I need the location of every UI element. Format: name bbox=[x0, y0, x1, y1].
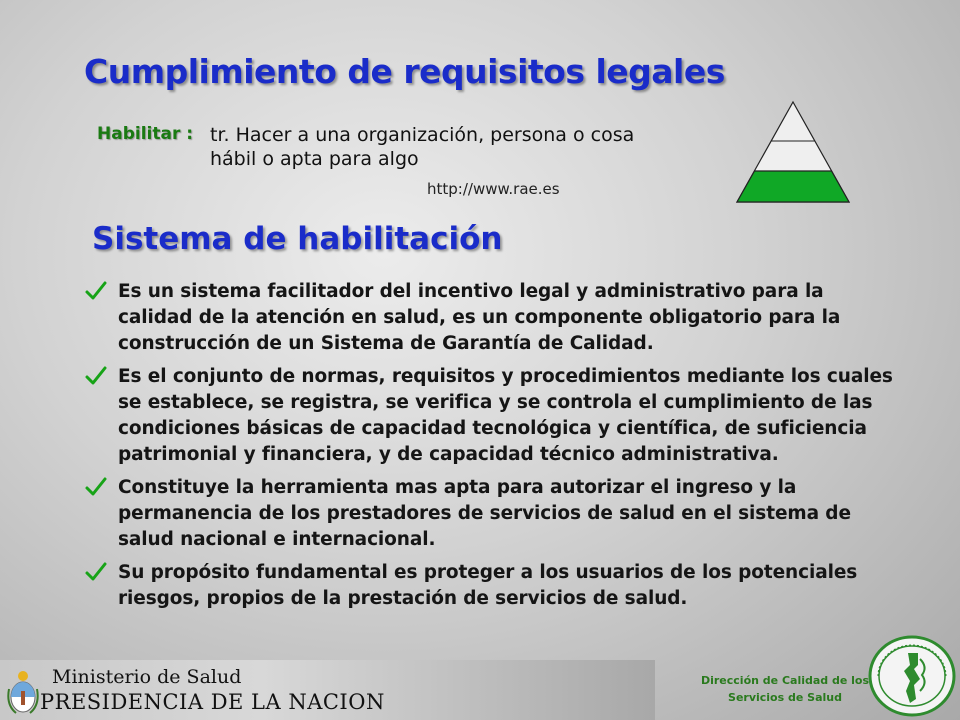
bullet-text: Es un sistema facilitador del incentivo legal y administrativo para la calidad de la atención en salud, es un componente obligatorio para la construcción de un Sistema de Garantía de Calidad. bbox=[118, 281, 841, 354]
quality-seal-icon bbox=[868, 635, 956, 717]
list-item bbox=[84, 560, 904, 612]
page-title: Cumplimiento de requisitos legales bbox=[84, 52, 725, 91]
definition-source-link[interactable]: http://www.rae.es bbox=[427, 180, 560, 198]
checkmark-icon bbox=[84, 279, 108, 303]
definition-term: Habilitar : bbox=[97, 124, 194, 144]
list-item bbox=[84, 475, 904, 553]
pyramid-icon bbox=[735, 100, 851, 204]
bullet-text: Es el conjunto de normas, requisitos y procedimientos mediante los cuales se establece, se registra, se verifica y se controla el cumplimiento de las condiciones básicas de capacidad tecnológica y científica, de suficiencia patrimonial y financiera, y de capacidad técnico administrativa. bbox=[118, 366, 893, 465]
definition-line-2: hábil o apta para algo bbox=[210, 148, 419, 170]
list-item bbox=[84, 364, 904, 468]
section-subtitle: Sistema de habilitación bbox=[92, 221, 503, 257]
ministry-name: Ministerio de Salud bbox=[52, 666, 242, 688]
definition-line-1: tr. Hacer a una organización, persona o cosa bbox=[210, 124, 635, 146]
list-item bbox=[84, 279, 904, 357]
bullet-list bbox=[84, 279, 904, 619]
presidency-name: PRESIDENCIA DE LA NACION bbox=[40, 690, 385, 714]
bullet-text: Constituye la herramienta mas apta para autorizar el ingreso y la permanencia de los prestadores de servicios de salud en el sistema de salud nacional e internacional. bbox=[118, 477, 851, 550]
checkmark-icon bbox=[84, 475, 108, 499]
checkmark-icon bbox=[84, 364, 108, 388]
bullet-text: Su propósito fundamental es proteger a los usuarios de los potenciales riesgos, propios de la prestación de servicios de salud. bbox=[118, 562, 858, 609]
checkmark-icon bbox=[84, 560, 108, 584]
coat-of-arms-icon bbox=[6, 669, 40, 717]
direccion-label: Dirección de Calidad de los Servicios de Salud bbox=[700, 674, 870, 704]
